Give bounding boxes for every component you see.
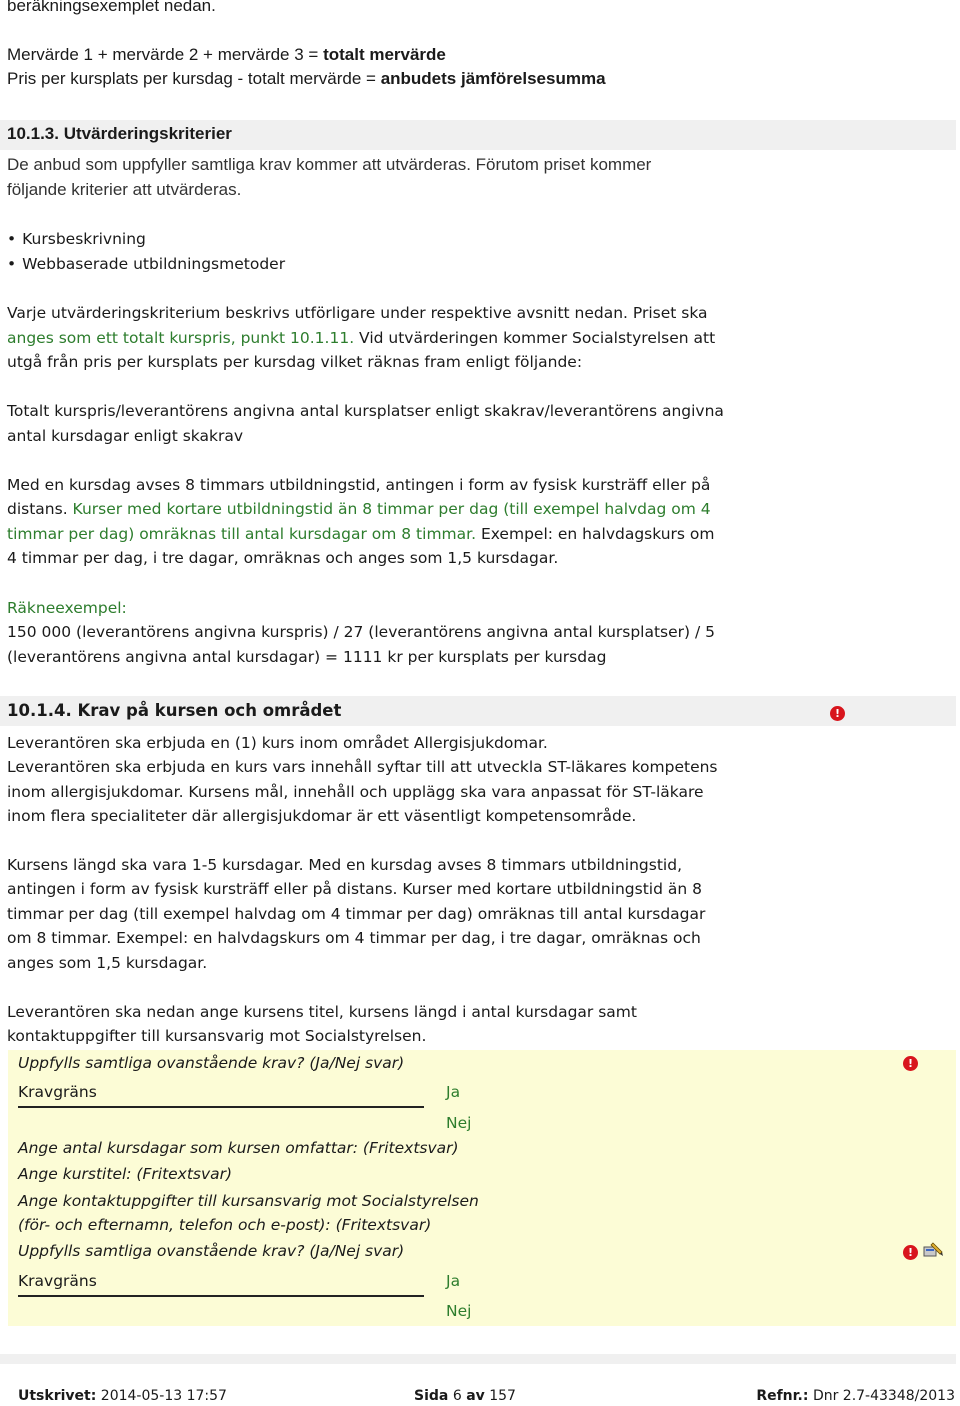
kravgrans-label: Kravgräns: [18, 1272, 97, 1290]
dark-text: Exempel: en halvdagskurs om: [476, 525, 715, 543]
question-free-text: Ange kurstitel: (Fritextsvar): [18, 1165, 233, 1183]
formula-2-text: Pris per kursplats per kursdag - totalt mervärde =: [7, 69, 381, 88]
paragraph-line: Med en kursdag avses 8 timmars utbildningstid, antingen i form av fysisk kursträff eller på: [7, 476, 711, 494]
paragraph-line: Leverantören ska erbjuda en kurs vars innehåll syftar till att utveckla ST-läkares kompetens: [7, 758, 718, 776]
paragraph-line: anges som 1,5 kursdagar.: [7, 954, 208, 972]
warning-icon[interactable]: !: [903, 1245, 918, 1260]
paragraph-line: antingen i form av fysisk kursträff eller på distans. Kurser med kortare utbildningstid än 8: [7, 880, 702, 898]
paragraph-line: utgå från pris per kursplats per kursdag vilket räknas fram enligt följande:: [7, 353, 583, 371]
underline-divider: [18, 1106, 424, 1108]
paragraph-line: [7, 326, 715, 351]
formula-2-result: anbudets jämförelsesumma: [380, 69, 606, 88]
bullet-item: • Webbaserade utbildningsmetoder: [7, 252, 285, 277]
printed-label: Utskrivet:: [18, 1388, 97, 1404]
section-title: Utvärderingskriterier: [63, 124, 232, 143]
dark-text: Vid utvärderingen kommer Socialstyrelsen att: [354, 329, 716, 347]
kravgrans-label: Kravgräns: [18, 1083, 97, 1101]
underline-divider: [18, 1295, 424, 1297]
footer-divider: [0, 1354, 956, 1364]
dark-text: distans.: [7, 500, 68, 518]
section-title: Krav på kursen och området: [77, 701, 342, 720]
paragraph-line: kontaktuppgifter till kursansvarig mot Socialstyrelsen.: [7, 1027, 427, 1045]
warning-icon[interactable]: !: [830, 706, 845, 721]
question-yes-no: Uppfylls samtliga ovanstående krav? (Ja/Nej svar): [18, 1242, 405, 1260]
intro-line: beräkningsexemplet nedan.: [7, 0, 216, 15]
paragraph-line: Leverantören ska nedan ange kursens titel, kursens längd i antal kursdagar samt: [7, 1003, 637, 1021]
bullet-item: • Kursbeskrivning: [7, 227, 146, 252]
paragraph-line: följande kriterier att utvärderas.: [7, 180, 242, 199]
paragraph-line: [7, 497, 711, 522]
paragraph-line: Leverantören ska erbjuda en (1) kurs inom området Allergisjukdomar.: [7, 734, 548, 752]
paragraph-line: 4 timmar per dag, i tre dagar, omräknas och anges som 1,5 kursdagar.: [7, 549, 559, 567]
ref-label: Refnr.:: [756, 1388, 809, 1404]
paragraph-line: Totalt kurspris/leverantörens angivna antal kursplatser enligt skakrav/leverantörens angivna: [7, 402, 724, 420]
page-label: Sida: [414, 1388, 449, 1404]
example-label: Räkneexempel:: [7, 599, 127, 617]
page-current: 6: [452, 1388, 462, 1404]
footer-reference: [756, 1388, 955, 1404]
paragraph-line: Varje utvärderingskriterium beskrivs utförligare under respektive avsnitt nedan. Priset ska: [7, 304, 708, 322]
paragraph-line: inom allergisjukdomar. Kursens mål, innehåll och upplägg ska vara anpassat för ST-läkare: [7, 783, 704, 801]
answer-no[interactable]: Nej: [446, 1114, 472, 1132]
green-text: timmar per dag) omräknas till antal kursdagar om 8 timmar.: [7, 525, 477, 543]
paragraph-line: [7, 522, 715, 547]
footer-page: [414, 1388, 516, 1404]
question-free-text: Ange kontaktuppgifter till kursansvarig mot Socialstyrelsen: [18, 1192, 479, 1210]
section-number: 10.1.4.: [7, 701, 72, 720]
paragraph-line: De anbud som uppfyller samtliga krav kommer att utvärderas. Förutom priset kommer: [7, 155, 652, 174]
paragraph-line: antal kursdagar enligt skakrav: [7, 427, 243, 445]
page-total: 157: [489, 1388, 516, 1404]
paragraph-line: Kursens längd ska vara 1-5 kursdagar. Med en kursdag avses 8 timmars utbildningstid,: [7, 856, 682, 874]
ref-value: Dnr 2.7-43348/2013: [812, 1388, 955, 1404]
paragraph-line: om 8 timmar. Exempel: en halvdagskurs om 4 timmar per dag, i tre dagar, omräknas och: [7, 929, 701, 947]
question-free-text: Ange antal kursdagar som kursen omfattar: (Fritextsvar): [18, 1139, 459, 1157]
example-line: 150 000 (leverantörens angivna kurspris) / 27 (leverantörens angivna antal kursplatser) / 5: [7, 623, 716, 641]
section-heading-1014: [7, 699, 341, 724]
green-text: anges som ett totalt kurspris, punkt 10.1.11.: [7, 329, 355, 347]
printed-value: 2014-05-13 17:57: [100, 1388, 227, 1404]
paragraph-line: timmar per dag (till exempel halvdag om 4 timmar per dag) omräknas till antal kursdagar: [7, 905, 706, 923]
question-yes-no: Uppfylls samtliga ovanstående krav? (Ja/Nej svar): [18, 1054, 405, 1072]
question-free-text: (för- och efternamn, telefon och e-post): (Fritextsvar): [18, 1216, 432, 1234]
section-number: 10.1.3.: [7, 124, 59, 143]
page-of: av: [466, 1388, 485, 1404]
formula-line-2: [7, 67, 606, 92]
answer-yes[interactable]: Ja: [446, 1272, 461, 1290]
section-heading-1013: [7, 122, 232, 147]
green-text: Kurser med kortare utbildningstid än 8 timmar per dag (till exempel halvdag om 4: [67, 500, 711, 518]
requirements-box: [8, 1050, 956, 1326]
paragraph-line: inom flera specialiteter där allergisjukdomar är ett väsentligt kompetensområde.: [7, 807, 637, 825]
answer-yes[interactable]: Ja: [446, 1083, 461, 1101]
evaluation-icon[interactable]: [922, 1241, 944, 1259]
footer-printed: [18, 1388, 227, 1404]
warning-icon[interactable]: !: [903, 1056, 918, 1071]
formula-1-text: Mervärde 1 + mervärde 2 + mervärde 3 =: [7, 45, 324, 64]
formula-1-result: totalt mervärde: [323, 45, 446, 64]
answer-no[interactable]: Nej: [446, 1302, 472, 1320]
example-line: (leverantörens angivna antal kursdagar) = 1111 kr per kursplats per kursdag: [7, 648, 607, 666]
formula-line-1: [7, 43, 446, 68]
